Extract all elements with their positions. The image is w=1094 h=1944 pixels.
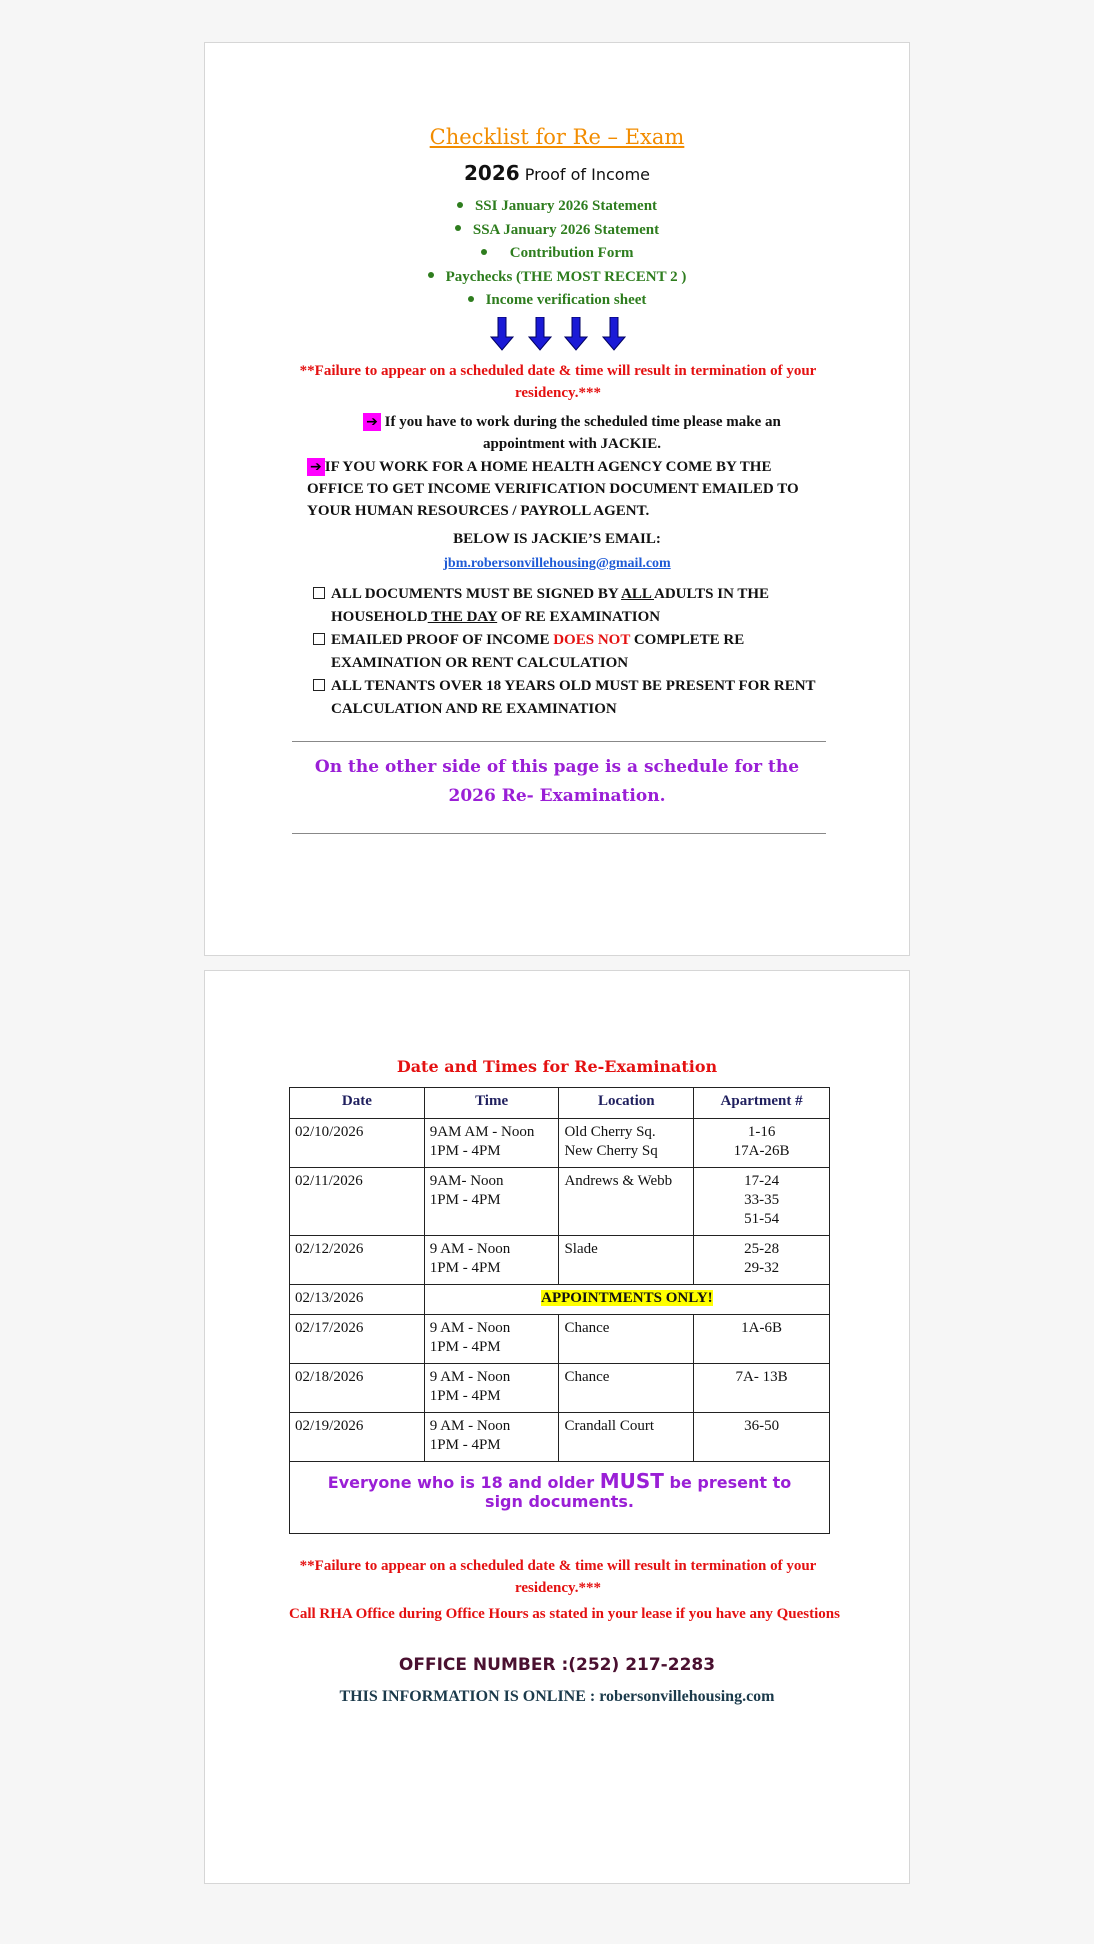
failure-warning: **Failure to appear on a scheduled date & time will result in termination of your residency.*** xyxy=(299,363,817,401)
checkbox-icon[interactable] xyxy=(313,587,325,599)
bullet-icon xyxy=(428,272,434,278)
header-location: Location xyxy=(559,1088,694,1119)
appointments-only-badge: APPOINTMENTS ONLY! xyxy=(541,1290,713,1306)
header-time: Time xyxy=(424,1088,559,1119)
document-page-1 xyxy=(204,42,910,956)
list-item: SSI January 2026 Statement xyxy=(205,195,909,219)
failure-warning: **Failure to appear on a scheduled date & time will result in termination of your residency.*** xyxy=(299,1558,817,1596)
office-number: OFFICE NUMBER :(252) 217-2283 xyxy=(398,1655,716,1675)
schedule-table xyxy=(289,1087,830,1534)
checklist-item-tenants-present: ALL TENANTS OVER 18 YEARS OLD MUST BE PRESENT FOR RENT CALCULATION AND RE EXAMINATION xyxy=(313,675,841,721)
subtitle-text: Proof of Income xyxy=(519,165,651,184)
bullet-icon xyxy=(455,225,461,231)
table-row: 02/17/2026 9 AM - Noon 1PM - 4PM Chance 1A-6B xyxy=(290,1315,830,1364)
home-health-note: ➔ IF YOU WORK FOR A HOME HEALTH AGENCY COME BY THE OFFICE TO GET INCOME VERIFICATION DOCUMENT EMAILED TO YOUR HUMAN RESOURCES / PAYROLL AGENT. xyxy=(307,459,799,519)
table-header-row xyxy=(290,1088,830,1119)
proof-of-income-heading xyxy=(205,161,909,185)
call-office-note: Call RHA Office during Office Hours as stated in your lease if you have any Questions xyxy=(289,1606,840,1622)
down-arrow-icon xyxy=(602,317,626,351)
checklist-title: Checklist for Re – Exam xyxy=(429,125,685,149)
other-side-note: On the other side of this page is a schedule for the 2026 Re- Examination. xyxy=(314,757,800,806)
list-item: Paychecks (THE MOST RECENT 2 ) xyxy=(205,266,909,290)
down-arrow-icon xyxy=(564,317,588,351)
work-schedule-note: ➔ If you have to work during the scheduled time please make an appointment with JACKIE. xyxy=(337,411,807,455)
checkbox-icon[interactable] xyxy=(313,633,325,645)
list-item: Income verification sheet xyxy=(205,289,909,313)
header-date: Date xyxy=(290,1088,425,1119)
table-row: 02/11/2026 9AM- Noon 1PM - 4PM Andrews & Webb 17-24 33-35 51-54 xyxy=(290,1168,830,1236)
list-item: Contribution Form xyxy=(205,242,909,266)
header-apartment: Apartment # xyxy=(694,1088,830,1119)
jackie-email-link[interactable]: jbm.robersonvillehousing@gmail.com xyxy=(443,556,671,571)
list-item: SSA January 2026 Statement xyxy=(205,219,909,243)
bullet-icon xyxy=(457,202,463,208)
table-row-appointments: 02/13/2026 APPOINTMENTS ONLY! xyxy=(290,1285,830,1315)
down-arrow-icon xyxy=(490,317,514,351)
table-row-must-note xyxy=(290,1462,830,1534)
income-document-list xyxy=(205,195,909,313)
arrow-marker-icon: ➔ xyxy=(363,413,381,431)
must-be-present-note: Everyone who is 18 and older MUST be present to sign documents. xyxy=(290,1462,830,1534)
bullet-icon xyxy=(481,249,487,255)
table-row: 02/18/2026 9 AM - Noon 1PM - 4PM Chance 7A- 13B xyxy=(290,1364,830,1413)
table-row: 02/12/2026 9 AM - Noon 1PM - 4PM Slade 25-28 29-32 xyxy=(290,1236,830,1285)
divider xyxy=(292,833,826,834)
subtitle-year: 2026 xyxy=(463,161,520,185)
table-row: 02/19/2026 9 AM - Noon 1PM - 4PM Crandall Court 36-50 xyxy=(290,1413,830,1462)
arrow-group xyxy=(490,317,626,351)
table-row: 02/10/2026 9AM AM - Noon 1PM - 4PM Old Cherry Sq. New Cherry Sq 1-16 17A-26B xyxy=(290,1119,830,1168)
checkbox-icon[interactable] xyxy=(313,679,325,691)
checklist-item-emailed-proof: EMAILED PROOF OF INCOME DOES NOT COMPLETE RE EXAMINATION OR RENT CALCULATION xyxy=(313,629,841,675)
down-arrow-icon xyxy=(528,317,552,351)
document-page-2 xyxy=(204,970,910,1884)
divider xyxy=(292,741,826,742)
bullet-icon xyxy=(468,296,474,302)
arrow-marker-icon: ➔ xyxy=(307,458,325,476)
checklist-item-signatures: ALL DOCUMENTS MUST BE SIGNED BY ALL ADULTS IN THE HOUSEHOLD THE DAY OF RE EXAMINATION xyxy=(313,583,841,629)
online-info: THIS INFORMATION IS ONLINE : robersonvillehousing.com xyxy=(339,1688,775,1705)
email-heading: BELOW IS JACKIE’S EMAIL: xyxy=(453,531,661,547)
schedule-title: Date and Times for Re-Examination xyxy=(396,1057,718,1076)
